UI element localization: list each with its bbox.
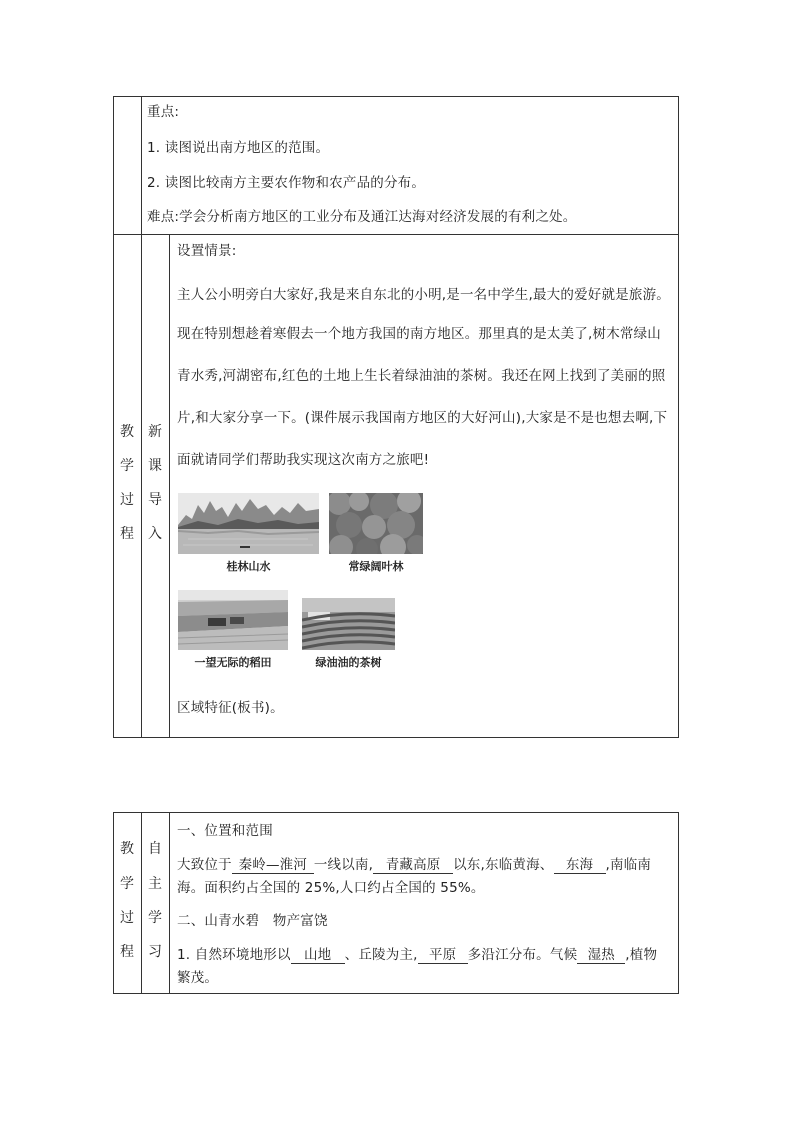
new-lesson-char-4: 入 — [148, 526, 162, 542]
t2-teaching-char-3: 过 — [120, 910, 134, 926]
new-lesson-char-1: 新 — [148, 424, 162, 440]
focus-item-1: 1. 读图说出南方地区的范围。 — [147, 140, 330, 156]
nature-text-e: ,植物 — [625, 947, 658, 963]
teaching-process-char-4: 程 — [120, 526, 134, 542]
focus-label: 重点: — [147, 104, 180, 120]
nature-text-c: 、丘陵为主, — [344, 947, 418, 963]
blank-mountains: 山地 — [291, 943, 345, 964]
table1-row-divider — [113, 234, 679, 235]
blank-qinling-huaihe: 秦岭—淮河 — [232, 853, 314, 874]
location-text-e: ,南临南 — [605, 857, 652, 873]
forest-caption: 常绿阔叶林 — [348, 560, 404, 573]
section-landscape: 二、山青水碧 物产富饶 — [177, 913, 328, 929]
tea-plantation-photo — [302, 598, 395, 650]
nature-line-2: 繁茂。 — [177, 970, 219, 986]
rice-paddy-photo — [178, 590, 288, 650]
teaching-process-char-3: 过 — [120, 492, 134, 508]
guilin-landscape-photo — [178, 493, 319, 554]
blank-east-sea: 东海 — [554, 853, 606, 874]
guilin-caption: 桂林山水 — [226, 560, 271, 573]
location-text-d: 以东,东临黄海、 — [453, 857, 554, 873]
location-text-c: 一线以南, — [313, 857, 374, 873]
location-line-1 — [177, 853, 651, 874]
story-line-3: 青水秀,河湖密布,红色的土地上生长着绿油油的茶树。我还在网上找到了美丽的照 — [177, 368, 666, 384]
t2-teaching-char-2: 学 — [120, 876, 134, 892]
section-location: 一、位置和范围 — [177, 823, 273, 839]
new-lesson-char-2: 课 — [148, 458, 162, 474]
blank-plains: 平原 — [418, 943, 468, 964]
story-line-1: 主人公小明旁白大家好,我是来自东北的小明,是一名中学生,最大的爱好就是旅游。 — [177, 287, 670, 303]
t2-teaching-char-1: 教 — [120, 841, 134, 857]
self-study-char-4: 习 — [148, 944, 162, 960]
blank-humid-hot: 湿热 — [577, 943, 625, 964]
difficulty-text: 难点:学会分析南方地区的工业分布及通江达海对经济发展的有利之处。 — [147, 209, 577, 225]
self-study-char-1: 自 — [148, 841, 162, 857]
location-line-2: 海。面积约占全国的 25%,人口约占全国的 55%。 — [177, 880, 485, 896]
self-study-char-2: 主 — [148, 876, 162, 892]
nature-text-a: 1. 自然环境地形以 — [177, 947, 291, 963]
table1-col-divider-2 — [169, 234, 170, 738]
blank-qinghai-tibet: 青藏高原 — [373, 853, 453, 874]
region-note: 区域特征(板书)。 — [177, 700, 284, 716]
nature-text-d: 多沿江分布。气候 — [467, 947, 578, 963]
evergreen-forest-photo — [329, 493, 423, 554]
teaching-process-char-2: 学 — [120, 458, 134, 474]
new-lesson-char-3: 导 — [148, 492, 162, 508]
teaching-process-char-1: 教 — [120, 424, 134, 440]
scene-title: 设置情景: — [177, 243, 237, 259]
self-study-char-3: 学 — [148, 910, 162, 926]
table2-col-divider-1 — [141, 812, 142, 994]
t2-teaching-char-4: 程 — [120, 944, 134, 960]
story-line-4: 片,和大家分享一下。(课件展示我国南方地区的大好河山),大家是不是也想去啊,下 — [177, 410, 668, 426]
story-line-5: 面就请同学们帮助我实现这次南方之旅吧! — [177, 452, 430, 468]
rice-paddy-caption: 一望无际的稻田 — [194, 656, 272, 669]
nature-line-1 — [177, 943, 657, 964]
table2-col-divider-2 — [169, 812, 170, 994]
story-line-2: 现在特别想趁着寒假去一个地方我国的南方地区。那里真的是太美了,树木常绿山 — [177, 326, 661, 342]
location-text-a: 大致位于 — [177, 857, 232, 873]
tea-caption: 绿油油的茶树 — [315, 656, 382, 669]
table1-col-divider-1 — [141, 96, 142, 738]
focus-item-2: 2. 读图比较南方主要农作物和农产品的分布。 — [147, 175, 426, 191]
